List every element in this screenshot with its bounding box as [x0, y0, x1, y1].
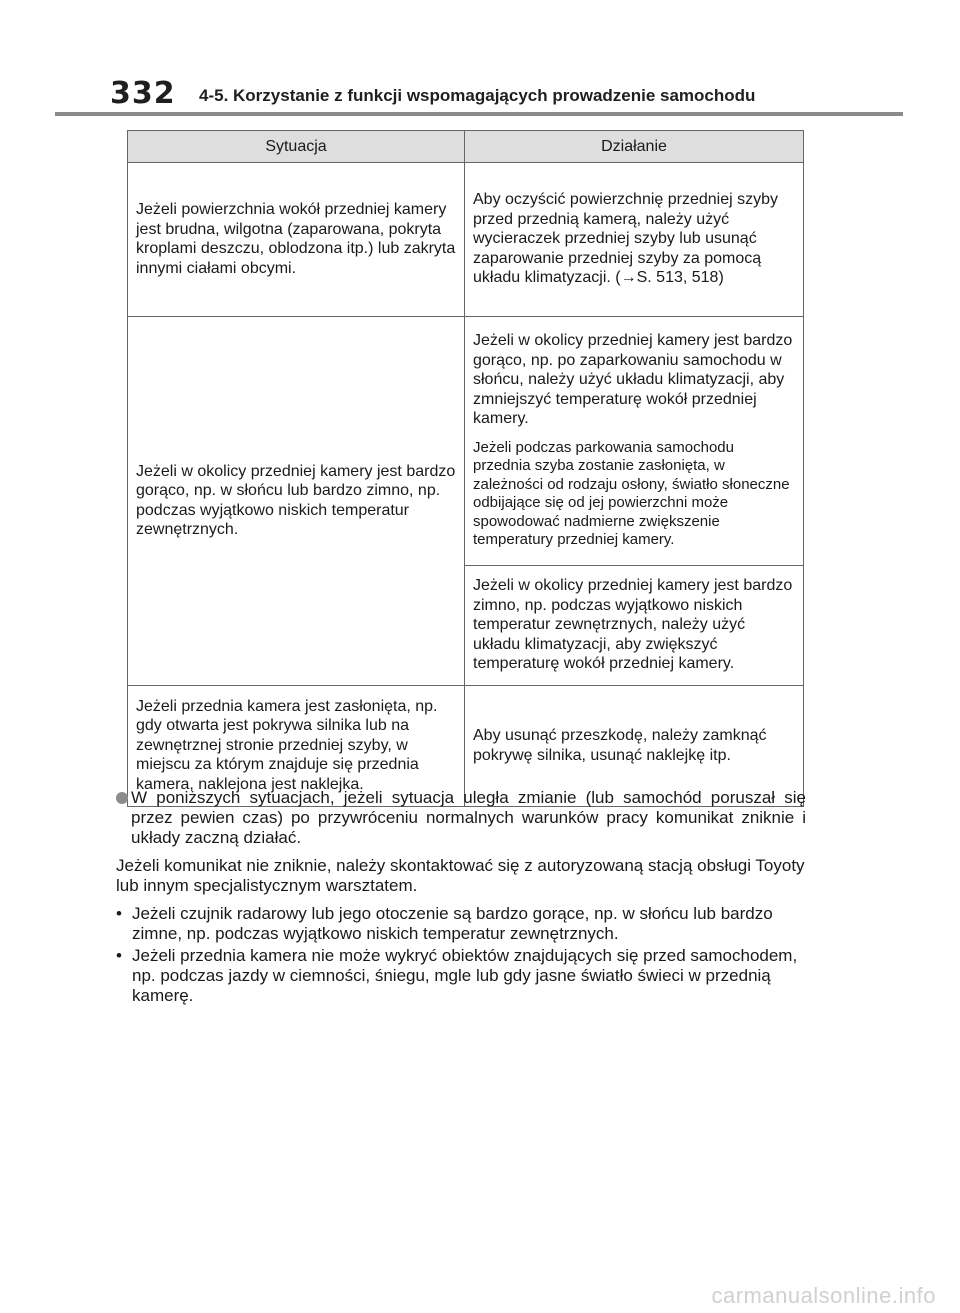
circle-bullet-icon — [116, 792, 128, 804]
list-item — [116, 904, 806, 944]
list-item — [116, 946, 806, 1006]
action-cell — [465, 566, 804, 686]
list-item-text: Jeżeli czujnik radarowy lub jego otoczenie są bardzo gorące, np. w słońcu lub bardzo zimne, np. podczas wyjątkowo niskich temperatur zewnętrznych. — [132, 904, 773, 943]
action-text: Aby usunąć przeszkodę, należy zamknąć pokrywę silnika, usunąć naklejkę itp. — [473, 727, 767, 764]
body-section — [116, 788, 806, 1008]
table-header-row — [128, 131, 804, 163]
action-note-text: Jeżeli podczas parkowania samochodu przednia szyba zostanie zasłonięta, w zależności od rodzaju osłony, światło słoneczne odbijające się od jej powierzchni może spowodować nadmierne zwiększenie temperatury przedniej kamery. — [473, 438, 790, 549]
column-header-situation: Sytuacja — [128, 131, 465, 163]
situation-cell — [128, 163, 465, 317]
situation-text: Jeżeli przednia kamera jest zasłonięta, np. gdy otwarta jest pokrywa silnika lub na zewnętrznej stronie przedniej szyby, w miejscu za którym znajduje się przednia kamera, naklejona jest naklejka. — [136, 697, 438, 793]
list-item-text: Jeżeli przednia kamera nie może wykryć obiektów znajdujących się przed samochodem, np. podczas jazdy w ciemności, śniegu, mgle lub gdy jasne światło świeci w przednią kamerę. — [132, 946, 798, 1005]
table-row — [128, 317, 804, 566]
situation-table — [127, 130, 804, 807]
action-cell — [465, 317, 804, 566]
action-text: Jeżeli w okolicy przedniej kamery jest bardzo zimno, np. podczas wyjątkowo niskich temperatur zewnętrznych, należy użyć układu klimatyzacji, aby zwiększyć temperaturę wokół przedniej kamery. — [473, 577, 793, 673]
column-header-action: Działanie — [465, 131, 804, 163]
header-divider — [55, 112, 903, 116]
chapter-title: 4-5. Korzystanie z funkcji wspomagających prowadzenie samochodu — [199, 86, 756, 105]
situation-text: Jeżeli w okolicy przedniej kamery jest bardzo gorąco, np. w słońcu lub bardzo zimno, np. podczas wyjątkowo niskich temperatur zewnętrznych. — [136, 462, 456, 538]
action-text: Aby oczyścić powierzchnię przedniej szyby przed przednią kamerą, należy użyć wycieraczek przedniej szyby lub usunąć zaparowanie przedniej szyby za pomocą układu klimatyzacji. (→S. 513, 518) — [473, 191, 779, 287]
action-text: Jeżeli w okolicy przedniej kamery jest bardzo gorąco, np. po zaparkowaniu samochodu w słońcu, należy użyć układu klimatyzacji, aby zmniejszyć temperaturę wokół przedniej kamery. — [473, 332, 793, 428]
page-number: 332 — [110, 76, 176, 111]
note-block — [116, 788, 806, 848]
page-header — [0, 0, 960, 120]
situation-cell — [128, 317, 465, 686]
table-row — [128, 163, 804, 317]
body-paragraph: Jeżeli komunikat nie zniknie, należy skontaktować się z autoryzowaną stacją obsługi Toyoty lub innym specjalistycznym warsztatem. — [116, 856, 805, 895]
bullet-list — [116, 904, 806, 1006]
note-text: W poniższych sytuacjach, jeżeli sytuacja uległa zmianie (lub samochód poruszał się przez pewien czas) po przywróceniu normalnych warunków pracy komunikat zniknie i układy zaczną działać. — [131, 788, 806, 847]
bullet-icon: • — [116, 904, 122, 923]
situation-text: Jeżeli powierzchnia wokół przedniej kamery jest brudna, wilgotna (zaparowana, pokryta kroplami deszczu, oblodzona itp.) lub zakryta innymi ciałami obcymi. — [136, 201, 456, 277]
action-cell — [465, 163, 804, 317]
watermark: carmanualsonline.info — [711, 1283, 936, 1308]
bullet-icon: • — [116, 946, 122, 965]
